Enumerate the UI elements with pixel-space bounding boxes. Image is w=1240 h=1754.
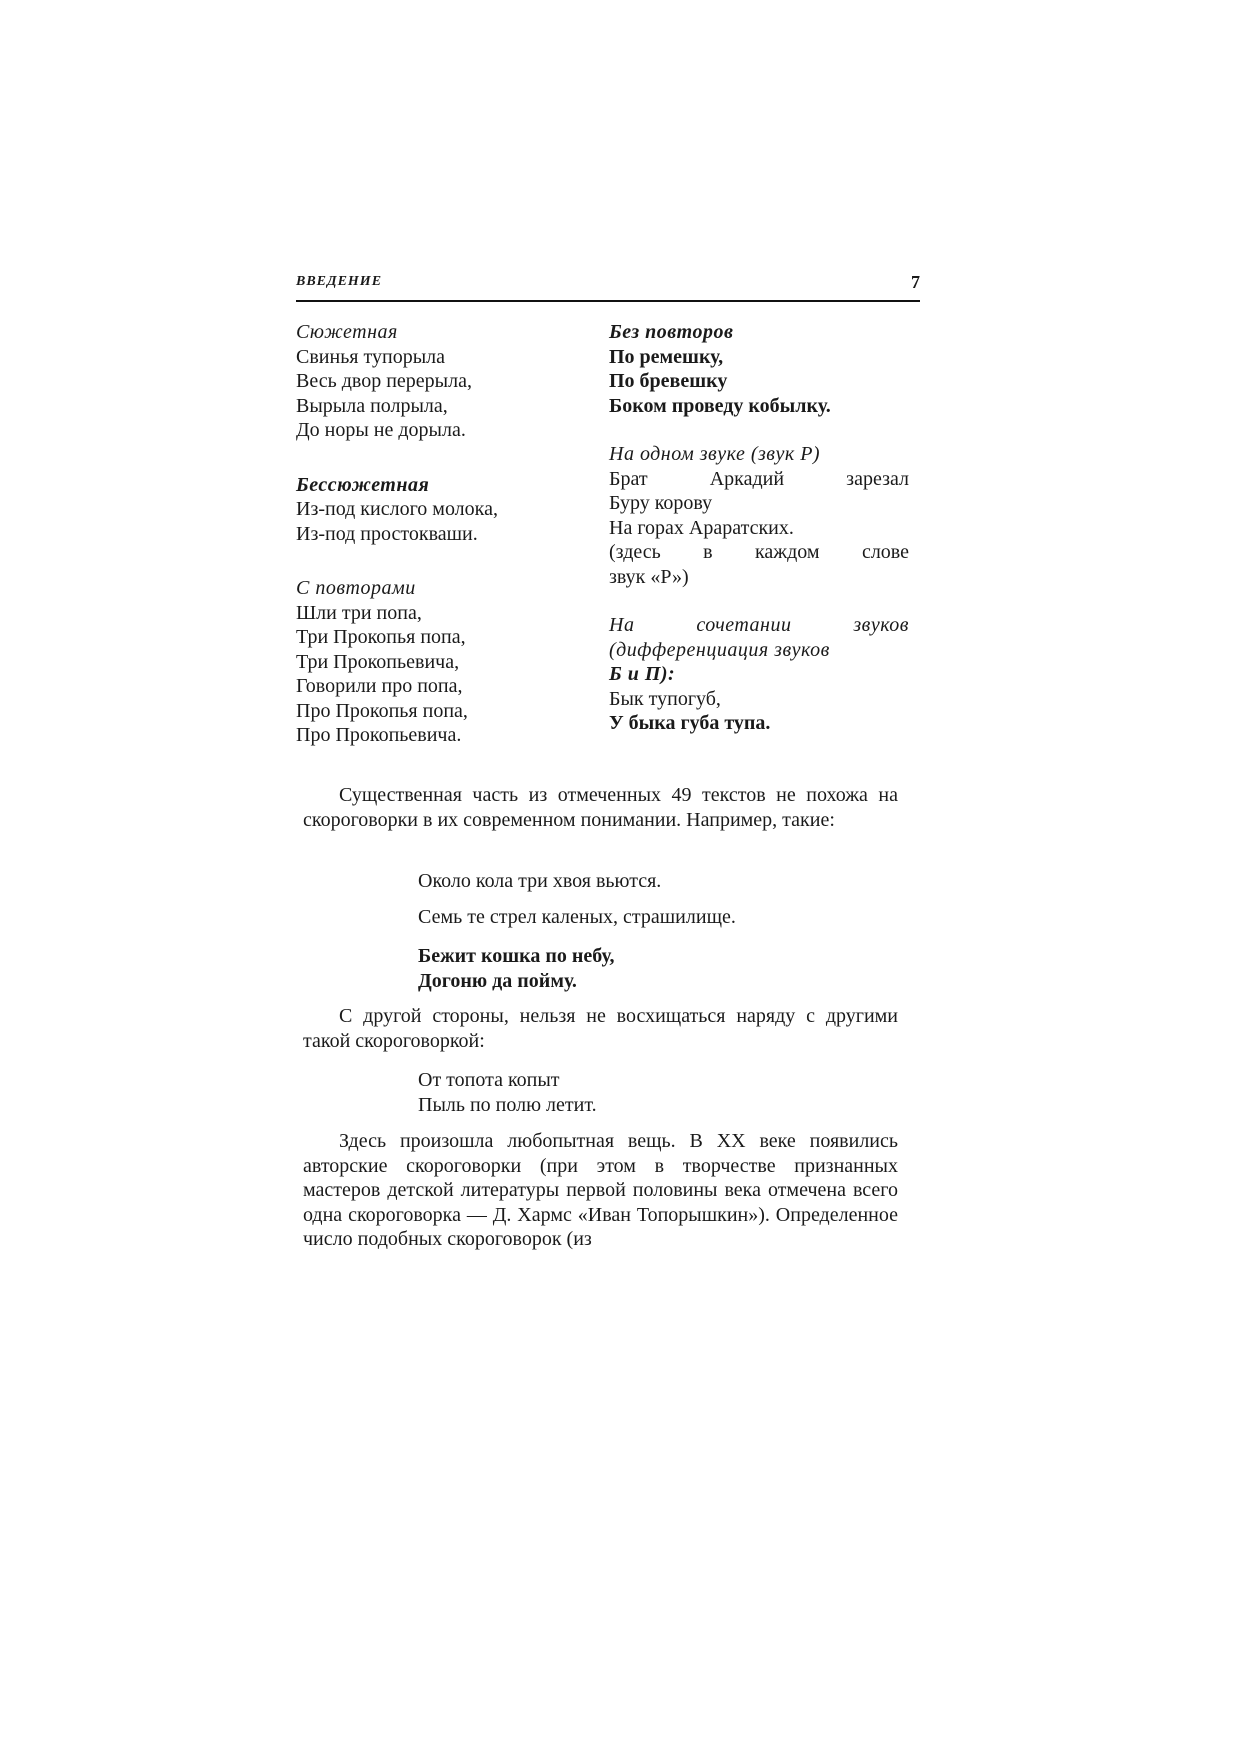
verse-line: Три Прокопьевича, <box>296 650 460 673</box>
header-title: ВВЕДЕНИЕ <box>296 274 383 289</box>
example-block <box>296 473 596 547</box>
verse-line: Про Прокопьевича. <box>296 724 462 746</box>
verse-line: звук «Р») <box>609 565 689 588</box>
quote-line: Пыль по полю летит. <box>418 1093 597 1116</box>
body-paragraph: Здесь произошла любопытная вещь. В XX веке появились авторские скороговорки (при этом в творчестве признанных мастеров детской литературы первой половины века отмечена всего одна скороговорка — Д. Хармс «Иван Топорышкин»). Определенное число подобных скороговорок (из <box>303 1130 898 1250</box>
verse-line: Бык тупогуб, <box>609 687 721 710</box>
verse-line: Буру корову <box>609 492 713 514</box>
example-block <box>609 320 909 418</box>
example-heading: Без повторов <box>609 321 734 343</box>
quote-line: Около кола три хвоя вьются. <box>418 870 662 892</box>
running-header <box>296 274 920 302</box>
verse-line: Боком проведу кобылку. <box>609 394 831 417</box>
quote-line: Догоню да пойму. <box>418 969 577 992</box>
body-paragraph: Существенная часть из отмеченных 49 текстов не похожа на скороговорки в их современном понимании. Например, такие: <box>303 784 898 831</box>
example-heading: Бессюжетная <box>296 473 430 496</box>
quote-line: Бежит кошка по небу, <box>418 945 615 967</box>
verse-line: По бревешку <box>609 370 728 392</box>
verse-line: Свинья тупорыла <box>296 345 445 368</box>
verse-line: На горах Араратских. <box>609 516 794 539</box>
verse-line: По ремешку, <box>609 345 724 368</box>
quote-line: Семь те стрел каленых, страшилище. <box>418 906 736 928</box>
example-heading: На сочетании звуков <box>609 614 909 636</box>
example-heading: (дифференциация звуков <box>609 638 830 661</box>
example-heading: На одном звуке (звук Р) <box>609 443 821 465</box>
verse-line: Шли три попа, <box>296 601 422 624</box>
verse-line: (здесь в каждом слове <box>609 541 909 563</box>
example-heading: С повторами <box>296 577 416 599</box>
page-number: 7 <box>911 272 920 292</box>
example-block <box>609 613 909 736</box>
example-block <box>296 320 596 443</box>
quote-line: От топота копыт <box>418 1069 560 1091</box>
example-heading: Сюжетная <box>296 321 398 343</box>
verse-line: Из-под простокваши. <box>296 522 478 545</box>
verse-line: Говорили про попа, <box>296 675 463 697</box>
verse-line: У быка губа тупа. <box>609 712 771 734</box>
example-block <box>609 442 909 589</box>
verse-line: Три Прокопья попа, <box>296 626 466 648</box>
example-block <box>296 576 596 748</box>
quote-block <box>418 944 614 993</box>
verse-line: Брат Аркадий зарезал <box>609 467 909 490</box>
left-column <box>296 320 596 772</box>
body-paragraph: С другой стороны, нельзя не восхищаться наряду с другими такой скороговоркой: <box>303 1005 898 1052</box>
verse-line: Про Прокопья попа, <box>296 699 468 722</box>
verse-line: Весь двор перерыла, <box>296 370 472 392</box>
right-column <box>609 320 909 760</box>
verse-line: Вырыла полрыла, <box>296 394 448 417</box>
quote-block <box>418 1068 597 1117</box>
verse-line: До норы не дорыла. <box>296 419 466 441</box>
example-heading: Б и П): <box>609 663 676 685</box>
verse-line: Из-под кислого молока, <box>296 498 498 520</box>
